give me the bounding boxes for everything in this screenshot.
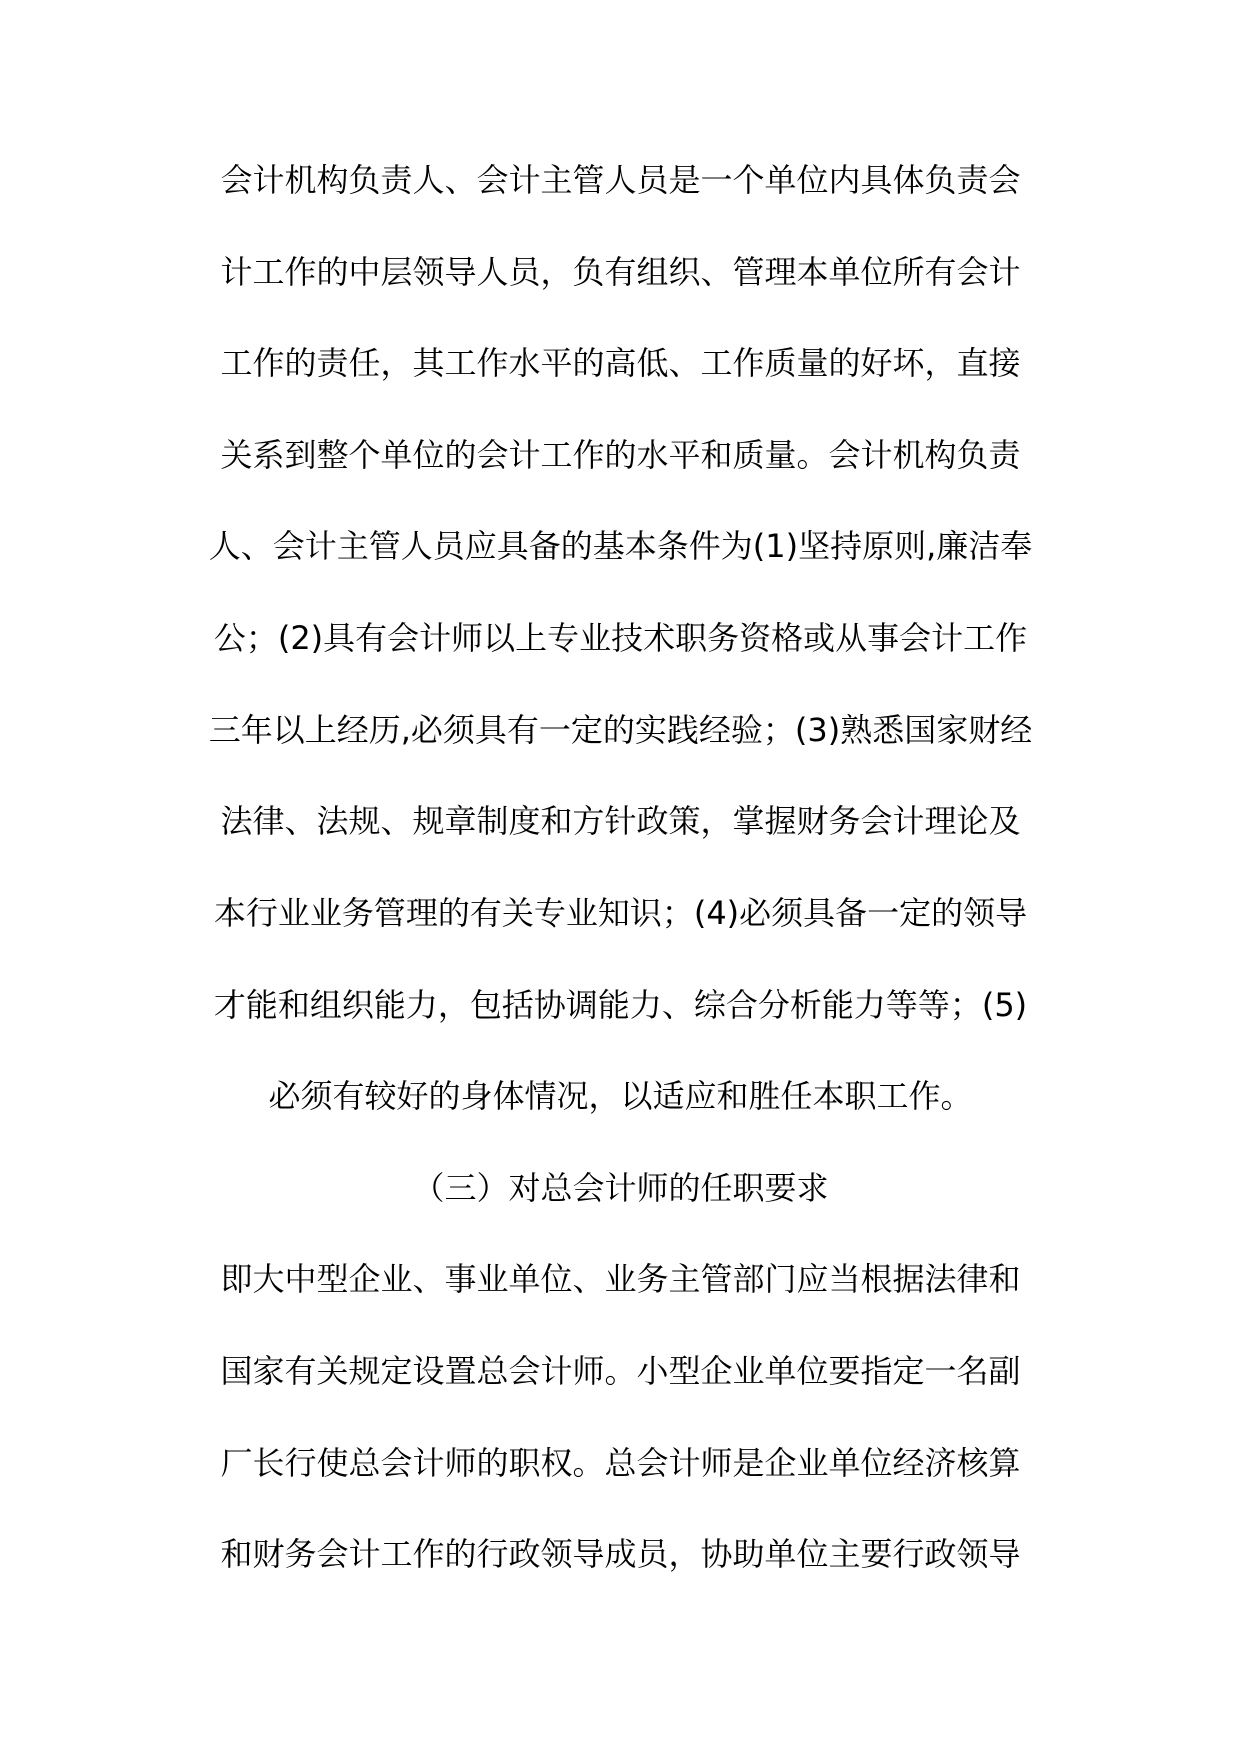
- text-line-15: 厂长行使总会计师的职权。总会计师是企业单位经济核算: [220, 1444, 1021, 1482]
- text-line-14: 国家有关规定设置总会计师。小型企业单位要指定一名副: [220, 1352, 1021, 1390]
- text-line-7: 三年以上经历,必须具有一定的实践经验；(3)熟悉国家财经: [208, 711, 1033, 749]
- text-line-5: 人、会计主管人员应具备的基本条件为(1)坚持原则,廉洁奉: [208, 527, 1033, 565]
- text-line-13: 即大中型企业、事业单位、业务主管部门应当根据法律和: [220, 1260, 1021, 1298]
- text-line-9: 本行业业务管理的有关专业知识；(4)必须具备一定的领导: [213, 894, 1028, 932]
- text-line-10: 才能和组织能力，包括协调能力、综合分析能力等等；(5): [213, 986, 1028, 1024]
- text-line-1: 会计机构负责人、会计主管人员是一个单位内具体负责会: [220, 161, 1021, 199]
- text-line-6: 公；(2)具有会计师以上专业技术职务资格或从事会计工作: [213, 619, 1028, 657]
- text-line-8: 法律、法规、规章制度和方针政策，掌握财务会计理论及: [220, 802, 1021, 840]
- text-line-16: 和财务会计工作的行政领导成员，协助单位主要行政领导: [220, 1535, 1021, 1573]
- text-line-11: 必须有较好的身体情况，以适应和胜任本职工作。: [268, 1077, 973, 1115]
- text-line-2: 计工作的中层领导人员，负有组织、管理本单位所有会计: [220, 253, 1021, 291]
- text-line-3: 工作的责任，其工作水平的高低、工作质量的好坏，直接: [220, 344, 1021, 382]
- section-heading: （三）对总会计师的任职要求: [412, 1169, 829, 1207]
- text-line-4: 关系到整个单位的会计工作的水平和质量。会计机构负责: [220, 436, 1021, 474]
